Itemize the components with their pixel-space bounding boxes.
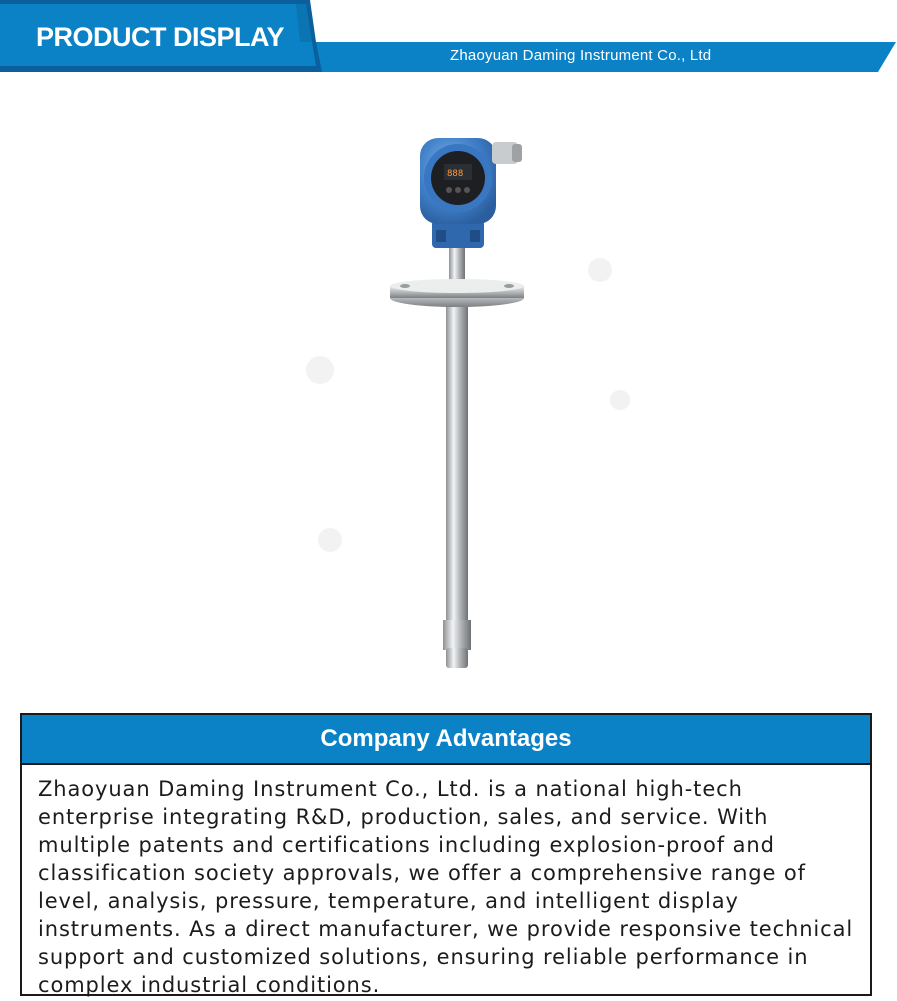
header-banner	[0, 0, 897, 72]
product-image	[200, 120, 720, 700]
page-title: PRODUCT DISPLAY	[36, 22, 285, 52]
advantages-text: Zhaoyuan Daming Instrument Co., Ltd. is a national high-tech enterprise integrating R&D, production, sales, and service. With multiple patents and certifications including explosion-proof and classification society approvals, we offer a comprehensive range of level, analysis, pressure, temperature, and intelligent display instruments. As a direct manufacturer, we provide responsive technical support and customized solutions, ensuring reliable performance in complex industrial conditions.	[38, 777, 854, 997]
advantages-header	[22, 715, 870, 765]
svg-text:888: 888	[447, 169, 464, 179]
advantages-title: Company Advantages	[320, 725, 572, 752]
company-name: Zhaoyuan Daming Instrument Co., Ltd	[450, 47, 712, 64]
company-advantages-panel	[20, 713, 872, 996]
level-transmitter-icon	[200, 120, 720, 700]
